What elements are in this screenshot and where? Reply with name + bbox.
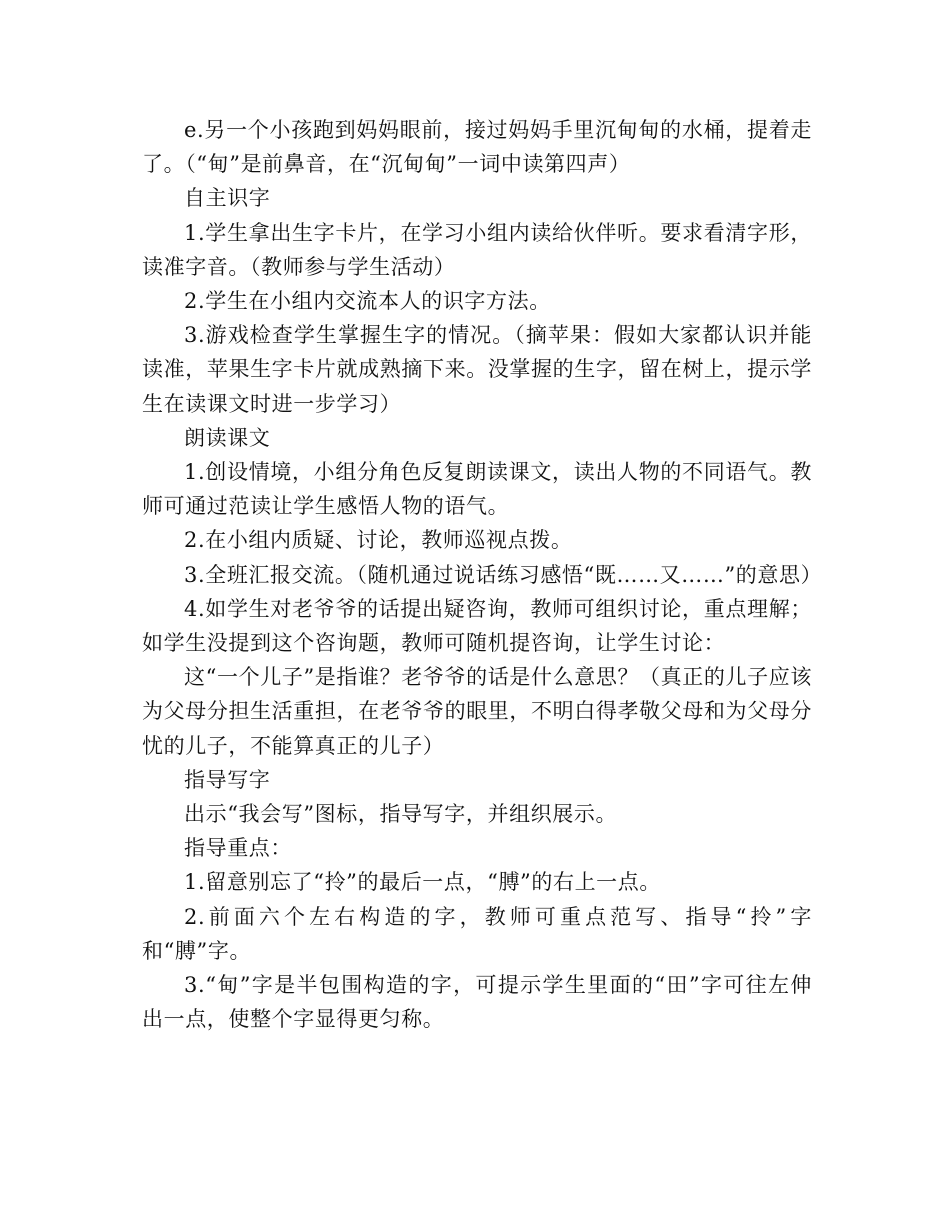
heading-guide-writing: 指导写字 [184, 767, 271, 792]
heading-read-text: 朗读课文 [184, 425, 271, 450]
paragraph-bucket-example: e.另一个小孩跑到妈妈眼前，接过妈妈手里沉甸甸的水桶，提着走了。（“甸”是前鼻音，在“沉甸甸”一词中读第四声） [142, 118, 812, 177]
paragraph-literacy-step-2: 2.学生在小组内交流本人的识字方法。 [184, 289, 551, 314]
paragraph-reading-step-4: 4.如学生对老爷爷的话提出疑咨询，教师可组织讨论，重点理解；如学生没提到这个咨询题，教师可随机提咨询，让学生讨论： [142, 596, 812, 656]
paragraph-show-icon: 出示“我会写”图标，指导写字，并组织展示。 [184, 802, 618, 827]
document-page [142, 113, 823, 1036]
paragraph-key-point-3: 3.“甸”字是半包围构造的字，可提示学生里面的“田”字可往左伸出一点，使整个字显得更匀称。 [142, 973, 812, 1032]
paragraph-reading-step-1: 1.创设情境，小组分角色反复朗读课文，读出人物的不同语气。教师可通过范读让学生感悟人物的语气。 [142, 460, 812, 519]
paragraph-discussion-question: 这“一个儿子”是指谁？老爷爷的话是什么意思？（真正的儿子应该为父母分担生活重担，在老爷爷的眼里，不明白得孝敬父母和为父母分忧的儿子，不能算真正的儿子） [142, 665, 812, 758]
paragraph-reading-step-2: 2.在小组内质疑、讨论，教师巡视点拨。 [184, 528, 573, 553]
paragraph-literacy-step-3: 3.游戏检查学生掌握生字的情况。（摘苹果：假如大家都认识并能读准，苹果生字卡片就成熟摘下来。没掌握的生字，留在树上，提示学生在读课文时进一步学习） [142, 323, 812, 416]
paragraph-key-point-2: 2.前面六个左右构造的字，教师可重点范写、指导“拎”字和“膊”字。 [142, 904, 812, 963]
paragraph-literacy-step-1: 1.学生拿出生字卡片，在学习小组内读给伙伴听。要求看清字形，读准字音。（教师参与学生活动） [142, 220, 812, 279]
heading-self-literacy: 自主识字 [184, 186, 271, 211]
paragraph-reading-step-3: 3.全班汇报交流。（随机通过说话练习感悟“既……又……”的意思） [184, 562, 823, 587]
heading-key-points: 指导重点： [184, 836, 292, 861]
paragraph-key-point-1: 1.留意别忘了“拎”的最后一点，“膊”的右上一点。 [184, 870, 661, 895]
